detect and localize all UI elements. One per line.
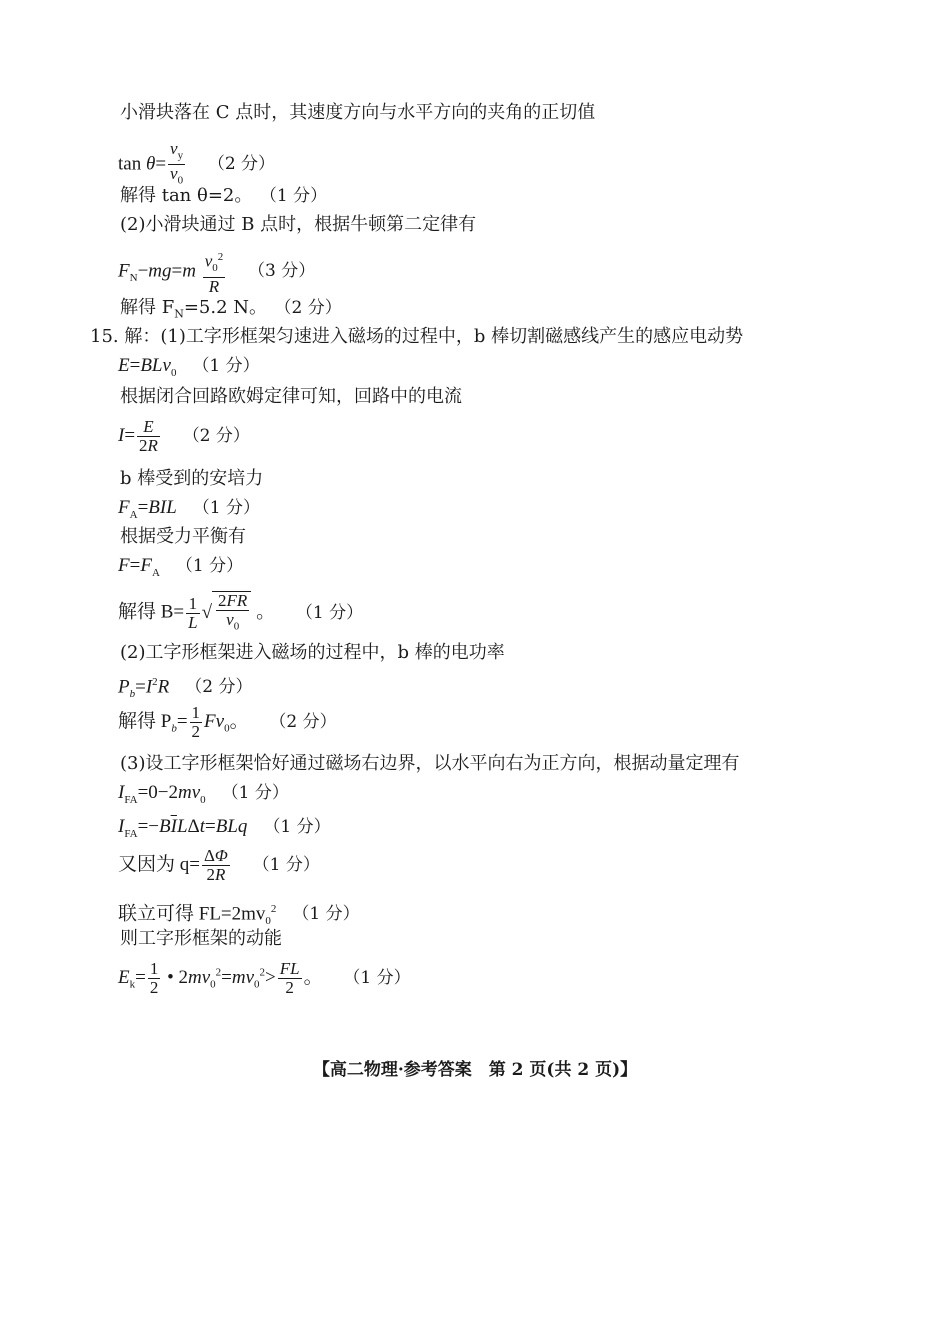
eq-newton-second: $F_N-mg=m$ $\frac{v_0^2}{R}$ （3 分）	[118, 248, 315, 296]
line-q15-intro: 15. 解：(1)工字形框架匀速进入磁场的过程中，b 棒切割磁感线产生的感应电动势	[90, 326, 744, 347]
line-fn-result: 解得 $F_N=5.2$ N。 （2 分）	[120, 297, 342, 321]
eq-kinetic: $E_k=$ $\frac{1}{2}$ • $2mv_0^2=mv_0^2>$ $\frac{FL}{2}$ 。 （1 分）	[118, 959, 411, 997]
eq-power: $P_b=I^2R$ （2 分）	[118, 676, 253, 701]
line-tan-result: 解得 tan θ=2。 （1 分）	[120, 185, 328, 206]
line-part3-intro: (3)设工字形框架恰好通过磁场右边界，以水平向右为正方向，根据动量定理有	[120, 753, 740, 774]
eq-tan-theta: tan θ= $\frac{v_y}{v_0}$ （2 分）	[118, 139, 276, 187]
line-ohm-intro: 根据闭合回路欧姆定律可知，回路中的电流	[120, 386, 462, 407]
eq-balance: $F=F_A$ （1 分）	[118, 555, 244, 579]
eq-impulse-1: $I_{FA}=0-2mv_0$ （1 分）	[118, 782, 289, 806]
line-part2-b-point: (2)小滑块通过 B 点时，根据牛顿第二定律有	[120, 214, 477, 235]
line-kinetic-intro: 则工字形框架的动能	[120, 928, 282, 949]
eq-ampere-force: $F_A=BIL$ （1 分）	[118, 497, 261, 521]
line-balance-intro: 根据受力平衡有	[120, 526, 246, 547]
eq-emf: E=BLv$_0$ （1 分）	[118, 355, 260, 379]
line-part2-power: (2)工字形框架进入磁场的过程中，b 棒的电功率	[120, 642, 505, 663]
eq-current: I= $\frac{E}{2R}$ （2 分）	[118, 417, 250, 455]
eq-charge: 又因为 q= $\frac{\Delta\Phi}{2R}$ （1 分）	[118, 846, 320, 884]
eq-impulse-2: $I_{FA}=-B\overline{I}L\Delta t=BLq$ （1 分）	[118, 816, 331, 840]
line-ampere-intro: b 棒受到的安培力	[120, 468, 264, 489]
score: （2 分）	[207, 154, 276, 175]
line-tangent-intro: 小滑块落在 C 点时，其速度方向与水平方向的夹角的正切值	[120, 102, 596, 123]
page-footer: 【高二物理·参考答案 第 2 页(共 2 页)】	[312, 1060, 638, 1080]
eq-b-result: 解得 B= $\frac{1}{L}$ √ $\frac{2FR}{v_0}$ 。 （1 分）	[118, 591, 363, 635]
eq-fl: 联立可得 $FL=2mv_0^2$ （1 分）	[118, 903, 360, 928]
eq-power-result: 解得 $P_b=$ $\frac{1}{2}$ $Fv_0$。 （2 分）	[118, 703, 337, 741]
